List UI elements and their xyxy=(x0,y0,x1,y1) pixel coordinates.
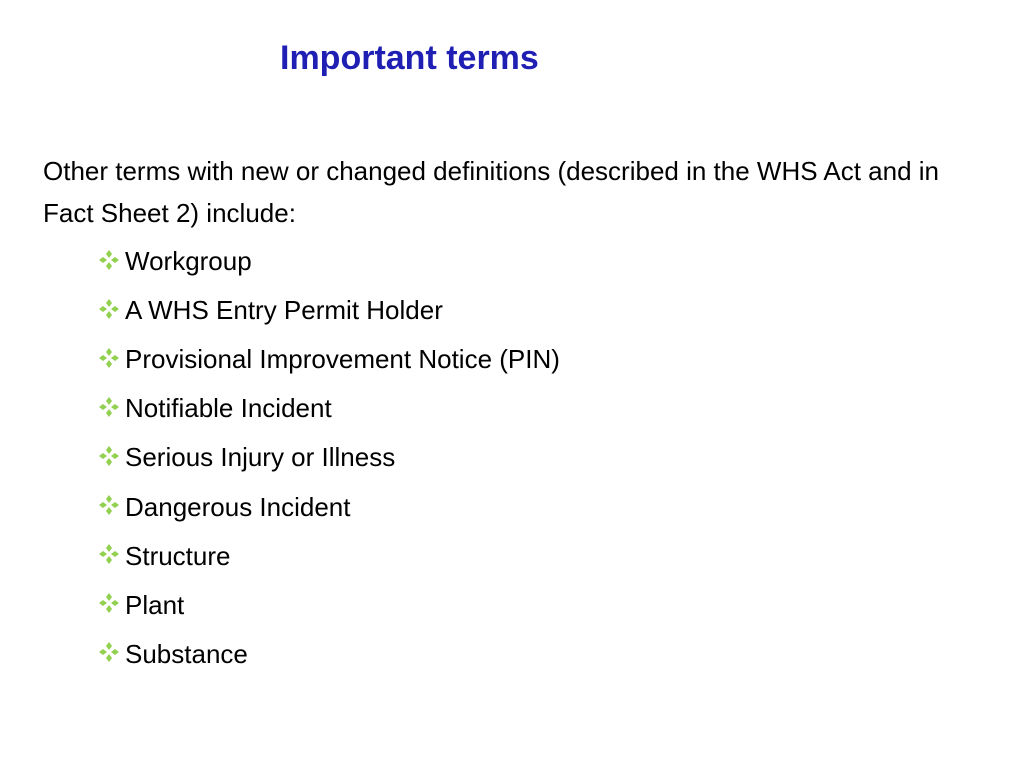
term-label: A WHS Entry Permit Holder xyxy=(125,295,443,326)
four-diamond-bullet-icon xyxy=(98,396,120,418)
four-diamond-bullet-icon xyxy=(98,641,120,663)
term-label: Dangerous Incident xyxy=(125,491,351,522)
four-diamond-bullet-icon xyxy=(98,249,120,271)
slide-title: Important terms xyxy=(280,39,539,77)
list-item xyxy=(98,237,560,286)
list-item xyxy=(98,581,560,630)
term-label: Substance xyxy=(125,638,248,669)
list-item xyxy=(98,630,560,679)
term-list xyxy=(98,237,560,679)
term-label: Provisional Improvement Notice (PIN) xyxy=(125,344,560,375)
list-item xyxy=(98,532,560,581)
intro-paragraph: Other terms with new or changed definitions (described in the WHS Act and in Fact Sheet 2) include: xyxy=(43,156,939,228)
term-label: Notifiable Incident xyxy=(125,393,332,424)
four-diamond-bullet-icon xyxy=(98,543,120,565)
four-diamond-bullet-icon xyxy=(98,494,120,516)
list-item xyxy=(98,384,560,433)
term-label: Plant xyxy=(125,589,185,620)
four-diamond-bullet-icon xyxy=(98,592,120,614)
four-diamond-bullet-icon xyxy=(98,298,120,320)
four-diamond-bullet-icon xyxy=(98,445,120,467)
four-diamond-bullet-icon xyxy=(98,347,120,369)
list-item xyxy=(98,335,560,384)
term-label: Structure xyxy=(125,540,231,571)
list-item xyxy=(98,433,560,482)
term-label: Serious Injury or Illness xyxy=(125,442,396,473)
list-item xyxy=(98,286,560,335)
term-label: Workgroup xyxy=(125,246,252,277)
list-item xyxy=(98,482,560,531)
